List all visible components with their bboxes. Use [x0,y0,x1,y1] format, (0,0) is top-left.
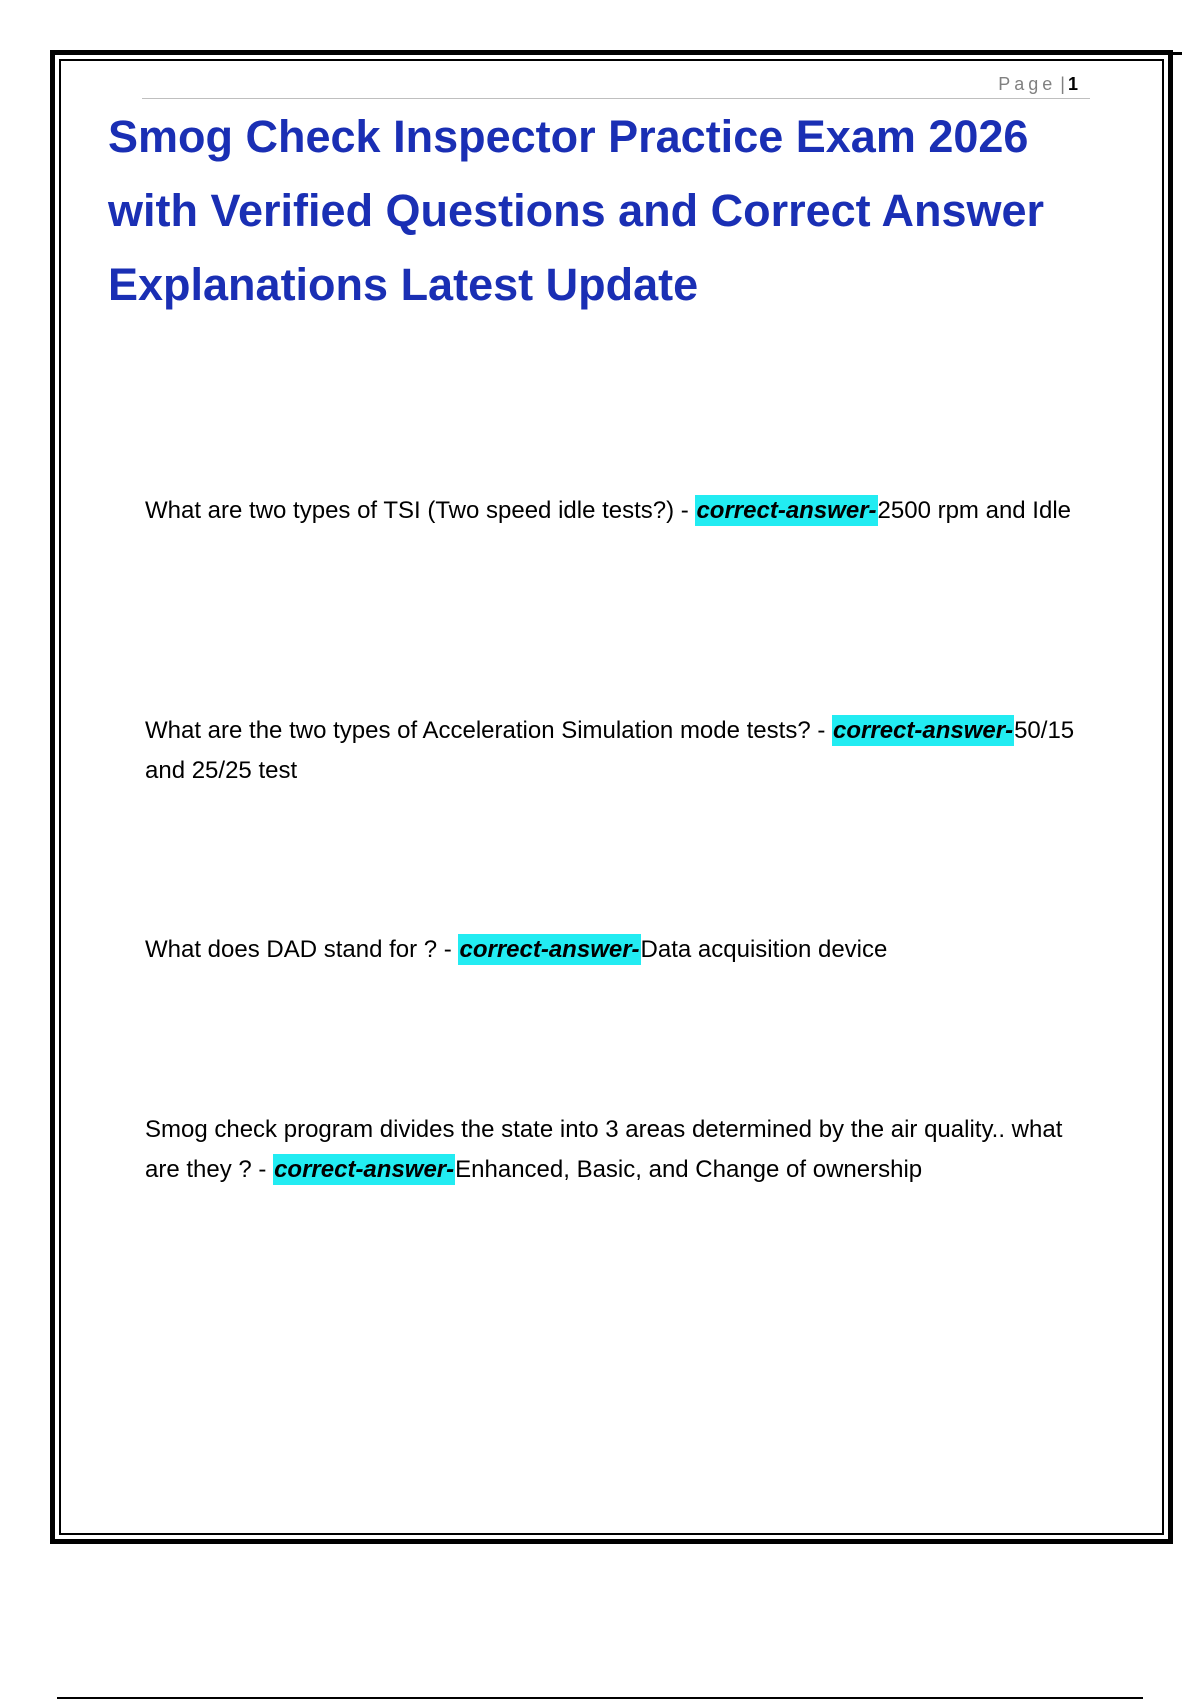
answer-text: 50/15 and 25/25 test [145,717,1075,784]
page-number: 1 [1067,74,1078,94]
qa-item-2 [145,711,1075,791]
document-title: Smog Check Inspector Practice Exam 2026 with Verified Questions and Correct Answer Explanations Latest Update [108,111,1045,310]
question-text: What are two types of TSI (Two speed idle tests?) - [145,497,696,524]
question-text: What does DAD stand for ? - [145,936,459,963]
qa-item-4 [145,1110,1075,1190]
footer-rule [57,1697,1143,1699]
correct-answer-tag: correct-answer- [274,1156,455,1183]
correct-answer-tag: correct-answer- [696,497,877,524]
page-word: Page [998,74,1057,94]
answer-text: Data acquisition device [640,936,888,963]
answer-text: Enhanced, Basic, and Change of ownership [455,1156,923,1183]
correct-answer-tag: correct-answer- [833,717,1014,744]
qa-item-1 [145,491,1075,531]
correct-answer-tag: correct-answer- [459,936,640,963]
qa-item-3 [145,930,1075,970]
answer-text: 2500 rpm and Idle [877,497,1071,524]
border-corner-mark [1140,52,1182,55]
header-rule [142,98,1090,99]
question-text: Smog check program divides the state into 3 areas determined by the air quality.. what are they ? - [145,1116,1063,1183]
page-number-header [998,74,1078,95]
page-separator: | [1060,74,1065,94]
question-text: What are the two types of Acceleration Simulation mode tests? - [145,717,832,744]
